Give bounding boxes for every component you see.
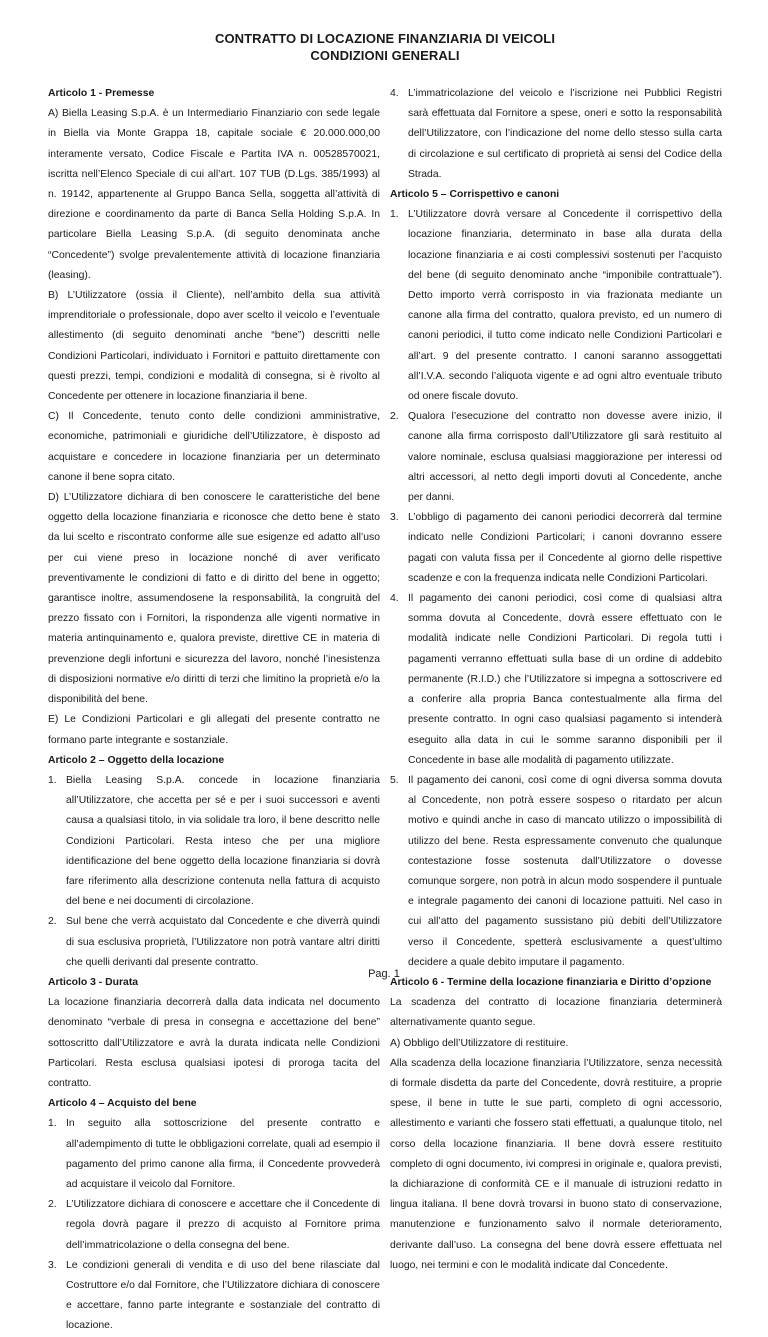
- article-1-paragraph-c: C) Il Concedente, tenuto conto delle condizioni amministrative, economiche, patrimoniali e giuridiche dell’Utilizzatore, è disposto ad acquistare e concedere in locazione finanziaria per un determinato canone il bene sopra citato.: [48, 411, 380, 483]
- article-4-item-4: 4. L’immatricolazione del veicolo e l’iscrizione nei Pubblici Registri sarà effettuata dal Fornitore a spese, oneri e sotto la responsabilità dell’Utilizzatore, con l’indicazione del nome dello stesso sulla carta di circolazione e sul certificato di proprietà ai sensi del Codice della Strada.: [390, 88, 722, 180]
- article-1-paragraph-a: A) Biella Leasing S.p.A. è un Intermediario Finanziario con sede legale in Biella via Monte Grappa 18, capitale sociale € 20.000.000,00 interamente versato, Codice Fiscale e Partita IVA n. 00528570021, iscritta nell’Elenco Speciale di cui all’art. 107 TUB (D.Lgs. 385/1993) al n. 19142, appartenente al Gruppo Banca Sella, soggetta all’attività di direzione e coordinamento da parte di Banca Sella Holding S.p.A. In particolare Biella Leasing S.p.A. (di seguito denominata anche “Concedente”) svolge prevalentemente attività di locazione finanziaria (leasing).: [48, 108, 380, 281]
- article-2-heading: Articolo 2 – Oggetto della locazione: [48, 754, 225, 766]
- article-5-item-4: 4. Il pagamento dei canoni periodici, così come di qualsiasi altra somma dovuta al Concedente, dovrà essere effettuato con le modalità indicate nelle Condizioni Particolari. Di regola tutti i pagamenti verranno effettuati sulla base di un ordine di addebito permanente (R.I.D.) che l’Utilizzatore si impegna a sottoscrivere ed a conferire alla propria Banca contestualmente alla firma del presente contratto. In ogni caso qualsiasi pagamento si intenderà eseguito alla data in cui le somme saranno disponibili per il Concedente in base alle modalità di pagamento utilizzate.: [390, 593, 722, 766]
- article-4-heading: Articolo 4 – Acquisto del bene: [48, 1098, 197, 1110]
- article-1-paragraph-d: D) L’Utilizzatore dichiara di ben conoscere le caratteristiche del bene oggetto della locazione finanziaria e riconosce che detto bene è stato da lui scelto e riscontrato conforme alle sue esigenze ed adatto all’uso per cui viene preso in locazione nonché di aver verificato preventivamente le condizioni di fatto e di diritto del bene in oggetto; garantisce inoltre, assumendosene la responsabilità, la congruità del prezzo fissato con i Fornitori, la rispondenza alle vigenti normative in materia antinquinamento e, qualora previste, direttive CE in materia di prevenzione degli infortuni e sicurezza del lavoro, nonché l’inesistenza di disposizioni normative e/o diritti di terzi che limitino la proprietà e/o la disponibilità del bene.: [48, 492, 380, 706]
- article-1-paragraph-e: E) Le Condizioni Particolari e gli allegati del presente contratto ne formano parte integrante e sostanziale.: [48, 714, 380, 746]
- right-column: [390, 84, 722, 1337]
- left-column: [48, 84, 380, 1337]
- article-2-item-2: 2. Sul bene che verrà acquistato dal Concedente e che diverrà quindi di sua esclusiva proprietà, l’Utilizzatore non potrà vantare altri diritti che quelli derivanti dal presente contratto.: [48, 916, 380, 968]
- article-4-item-1: 1. In seguito alla sottoscrizione del presente contratto e all’adempimento di tutte le obbligazioni correlate, quali ad esempio il pagamento del primo canone alla firma, il Concedente provvederà ad acquistare il veicolo dal Fornitore.: [48, 1118, 380, 1190]
- article-5-item-5: 5. Il pagamento dei canoni, così come di ogni diversa somma dovuta al Concedente, non potrà essere sospeso o ritardato per alcun motivo e quindi anche in caso di mancato utilizzo o impossibilità di utilizzo del bene. Resta espressamente convenuto che qualunque contestazione fosse sostenuta dall’Utilizzatore o dovesse comunque sorgere, non potrà in alcun modo sospendere il puntuale e integrale pagamento dei canoni di locazione pattuiti. Nel caso in cui all’atto del pagamento sussistano più debiti dell’Utilizzatore verso il Concedente, spetterà esclusivamente a quest’ultimo decidere a quale debito imputare il pagamento.: [390, 774, 722, 968]
- article-5-item-3: 3. L’obbligo di pagamento dei canoni periodici decorrerà dal termine indicato nelle Condizioni Particolari; i canoni dovranno essere pagati con valuta fissa per il Concedente al giorno delle rispettive scadenze e con la frequenza indicata nelle Condizioni Particolari.: [390, 512, 722, 584]
- article-6-intro: La scadenza del contratto di locazione finanziaria determinerà alternativamente quanto segue.: [390, 997, 722, 1029]
- title-line-2: CONDIZIONI GENERALI: [310, 48, 460, 63]
- article-6-clause-a: A) Obbligo dell’Utilizzatore di restituire.: [390, 1037, 569, 1049]
- document-title: [48, 30, 722, 64]
- article-6-paragraph: Alla scadenza della locazione finanziaria l’Utilizzatore, senza necessità di formale disdetta da parte del Concedente, dovrà restituire, a proprie spese, il bene in tutte le sue parti, completo di ogni accessorio, allestimento e varianti che fossero stati effettuati, a qualunque titolo, nel corso della locazione finanziaria. Il bene dovrà essere restituito completo di ogni documento, ivi compresi in originale e, qualora previsti, la dichiarazione di conformità CE e il manuale di istruzioni redatto in lingua italiana. Il bene dovrà trovarsi in buono stato di conservazione, manutenzione e funzionamento salvo il normale deterioramento, derivante dall’uso. La consegna del bene dovrà essere effettuata nel luogo, nei termini e con le modalità indicate dal Concedente.: [390, 1057, 722, 1271]
- article-3-heading: Articolo 3 - Durata: [48, 976, 139, 988]
- article-4-item-3: 3. Le condizioni generali di vendita e di uso del bene rilasciate dal Costruttore e/o dal Fornitore, che l’Utilizzatore dichiara di conoscere e accettare, fanno parte integrante e sostanziale del contratto di locazione.: [48, 1259, 380, 1332]
- article-6-heading: Articolo 6 - Termine della locazione finanziaria e Diritto d’opzione: [390, 976, 712, 988]
- article-3-paragraph: La locazione finanziaria decorrerà dalla data indicata nel documento denominato “verbale di presa in consegna e accettazione del bene” sottoscritto dall’Utilizzatore e avrà la durata indicata nelle Condizioni Particolari. Resta esclusa qualsiasi ipotesi di proroga tacita del contratto.: [48, 997, 380, 1089]
- page-number: Pag. 1: [368, 968, 400, 980]
- article-1-heading: Articolo 1 - Premesse: [48, 88, 155, 99]
- article-1-paragraph-b: B) L’Utilizzatore (ossia il Cliente), nell’ambito della sua attività imprenditoriale o professionale, dopo aver scelto il veicolo e l’eventuale allestimento (di seguito denominati anche “bene”) descritti nelle Condizioni Particolari, individuato i Fornitori e pattuito direttamente con questi prezzi, tempi, condizioni e modalità di consegna, si è rivolto al Concedente per ottenere in locazione finanziaria il bene.: [48, 290, 380, 403]
- article-4-item-2: 2. L’Utilizzatore dichiara di conoscere e accettare che il Concedente di regola dovrà pagare il prezzo di acquisto al Fornitore prima dell’immatricolazione o della consegna del bene.: [48, 1199, 380, 1251]
- article-2-item-1: 1. Biella Leasing S.p.A. concede in locazione finanziaria all’Utilizzatore, che accetta per sé e per i suoi successori e aventi causa a qualsiasi titolo, in via solidale tra loro, il bene descritto nelle Condizioni Particolari. Resta inteso che per una migliore identificazione del bene oggetto della locazione finanziaria si dovrà fare riferimento alla descrizione contenuta nella fattura di acquisto del bene e nei documenti di circolazione.: [48, 774, 380, 908]
- article-5-item-2: 2. Qualora l’esecuzione del contratto non dovesse avere inizio, il canone alla firma corrisposto dall’Utilizzatore gli sarà restituito al valore nominale, esclusa qualsiasi maggiorazione per interessi od altri accessori, al netto degli importi dovuti al Concedente, anche per danni.: [390, 411, 722, 504]
- article-5-heading: Articolo 5 – Corrispettivo e canoni: [390, 189, 560, 201]
- article-5-item-1: 1. L’Utilizzatore dovrà versare al Concedente il corrispettivo della locazione finanziaria, determinato in base alla durata della locazione finanziaria e ai costi complessivi sostenuti per l’acquisto del bene (di seguito denominato anche “imponibile contrattuale”). Detto importo verrà corrisposto in via frazionata mediante un canone alla firma del contratto, qualora previsto, ed un numero di canoni periodici, il tutto come indicato nelle Condizioni Particolari e all’art. 9 del presente contratto. I canoni saranno assoggettati all’I.V.A. secondo l’aliquota vigente e ad ogni altro eventuale tributo od onere fiscale dovuto.: [390, 209, 722, 403]
- title-line-1: CONTRATTO DI LOCAZIONE FINANZIARIA DI VEICOLI: [214, 31, 556, 46]
- two-column-body: [48, 84, 722, 1337]
